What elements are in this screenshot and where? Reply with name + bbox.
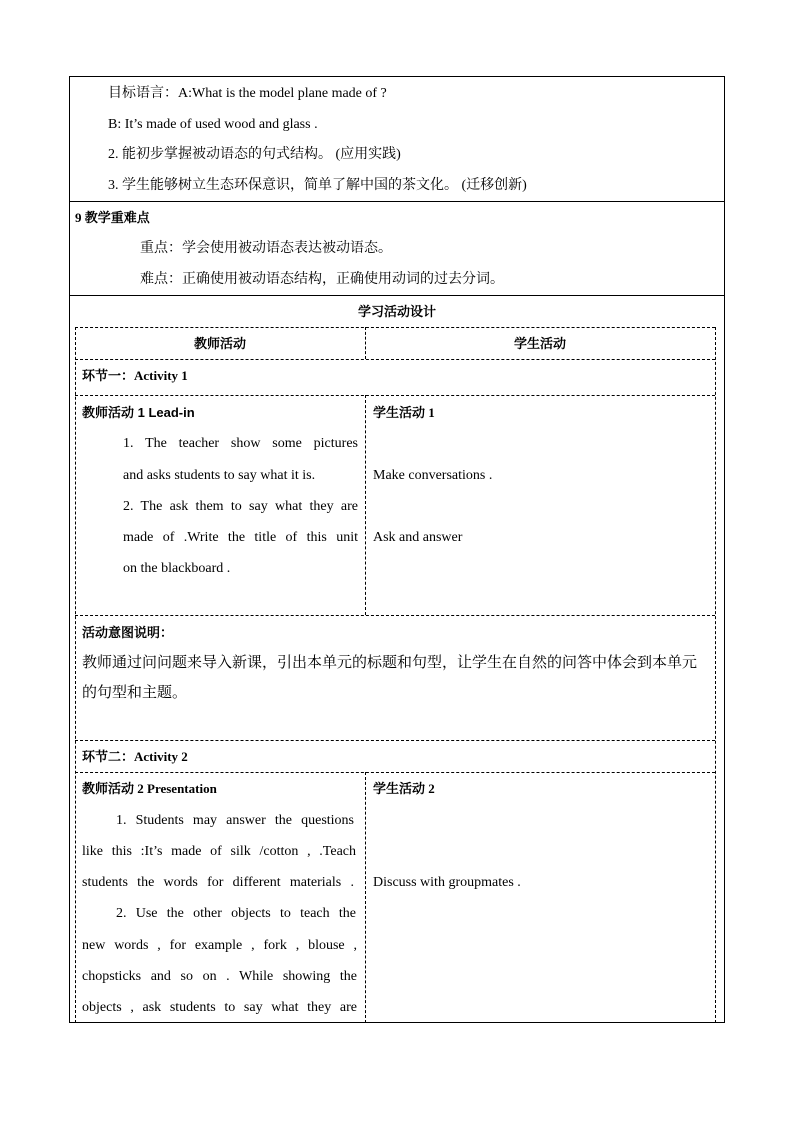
dashed-border <box>75 327 76 1023</box>
stage2-teacher-line: 1. Students may answer the questions <box>116 813 354 828</box>
objective-target-language: 目标语言：A:What is the model plane made of ? <box>108 86 387 101</box>
dashed-border <box>715 327 716 1023</box>
objective-item-3: 3. 学生能够树立生态环保意识，简单了解中国的茶文化。 (迁移创新) <box>108 178 527 193</box>
stage1-teacher-line: 1. The teacher show some pictures <box>123 436 358 451</box>
stage2-student-title: 学生活动 2 <box>373 781 435 796</box>
student-column-header: 学生活动 <box>513 336 566 351</box>
stage1-heading: 环节一：Activity 1 <box>82 368 188 383</box>
dashed-border <box>75 359 715 360</box>
stage1-intent-title: 活动意图说明： <box>82 625 174 640</box>
teacher-column-header: 教师活动 <box>193 336 246 351</box>
stage1-student-title: 学生活动 1 <box>373 405 435 420</box>
stage1-teacher-line: made of .Write the title of this unit <box>123 530 358 545</box>
stage2-teacher-line: students the words for different materials . <box>82 875 354 890</box>
row-divider <box>69 201 725 202</box>
dashed-column-divider <box>365 395 366 615</box>
dashed-border <box>75 615 715 616</box>
stage2-teacher-line: chopsticks and so on . While showing the <box>82 969 357 984</box>
stage1-intent-text: 教师通过问问题来导入新课，引出本单元的标题和句型，让学生在自然的问答中体会到本单元的句型和主题。 <box>82 655 698 701</box>
stage1-student-line: Ask and answer <box>373 530 463 545</box>
dashed-border <box>75 395 715 396</box>
stage2-teacher-line: new words , for example , fork , blouse , <box>82 938 357 953</box>
design-title: 学习活动设计 <box>357 304 436 319</box>
stage1-student-line: Make conversations . <box>373 468 493 483</box>
stage1-teacher-line: and asks students to say what it is. <box>123 468 316 483</box>
stage1-teacher-line: 2. The ask them to say what they are <box>123 499 358 514</box>
stage2-student-line: Discuss with groupmates . <box>373 875 521 890</box>
stage2-teacher-line: 2. Use the other objects to teach the <box>116 906 356 921</box>
objective-sentence-b: B: It’s made of used wood and glass . <box>108 117 318 132</box>
stage1-teacher-line: on the blackboard . <box>123 561 231 576</box>
objective-item-2: 2. 能初步掌握被动语态的句式结构。 (应用实践) <box>108 147 401 162</box>
key-points-heading: 9 教学重难点 <box>75 210 150 225</box>
stage2-teacher-line: objects , ask students to say what they are <box>82 1000 357 1015</box>
dashed-border <box>75 740 715 741</box>
row-divider <box>69 295 725 296</box>
stage2-teacher-line: like this :It’s made of silk /cotton , .Teach <box>82 844 356 859</box>
stage2-teacher-title: 教师活动 2 Presentation <box>82 781 217 796</box>
key-point-focus: 重点：学会使用被动语态表达被动语态。 <box>140 241 392 256</box>
key-point-difficulty: 难点：正确使用被动语态结构，正确使用动词的过去分词。 <box>140 272 504 287</box>
dashed-border <box>75 772 715 773</box>
dashed-column-divider <box>365 772 366 1023</box>
stage2-heading: 环节二：Activity 2 <box>82 749 188 764</box>
dashed-border <box>75 327 715 328</box>
stage1-teacher-title: 教师活动 1 Lead-in <box>82 405 195 420</box>
